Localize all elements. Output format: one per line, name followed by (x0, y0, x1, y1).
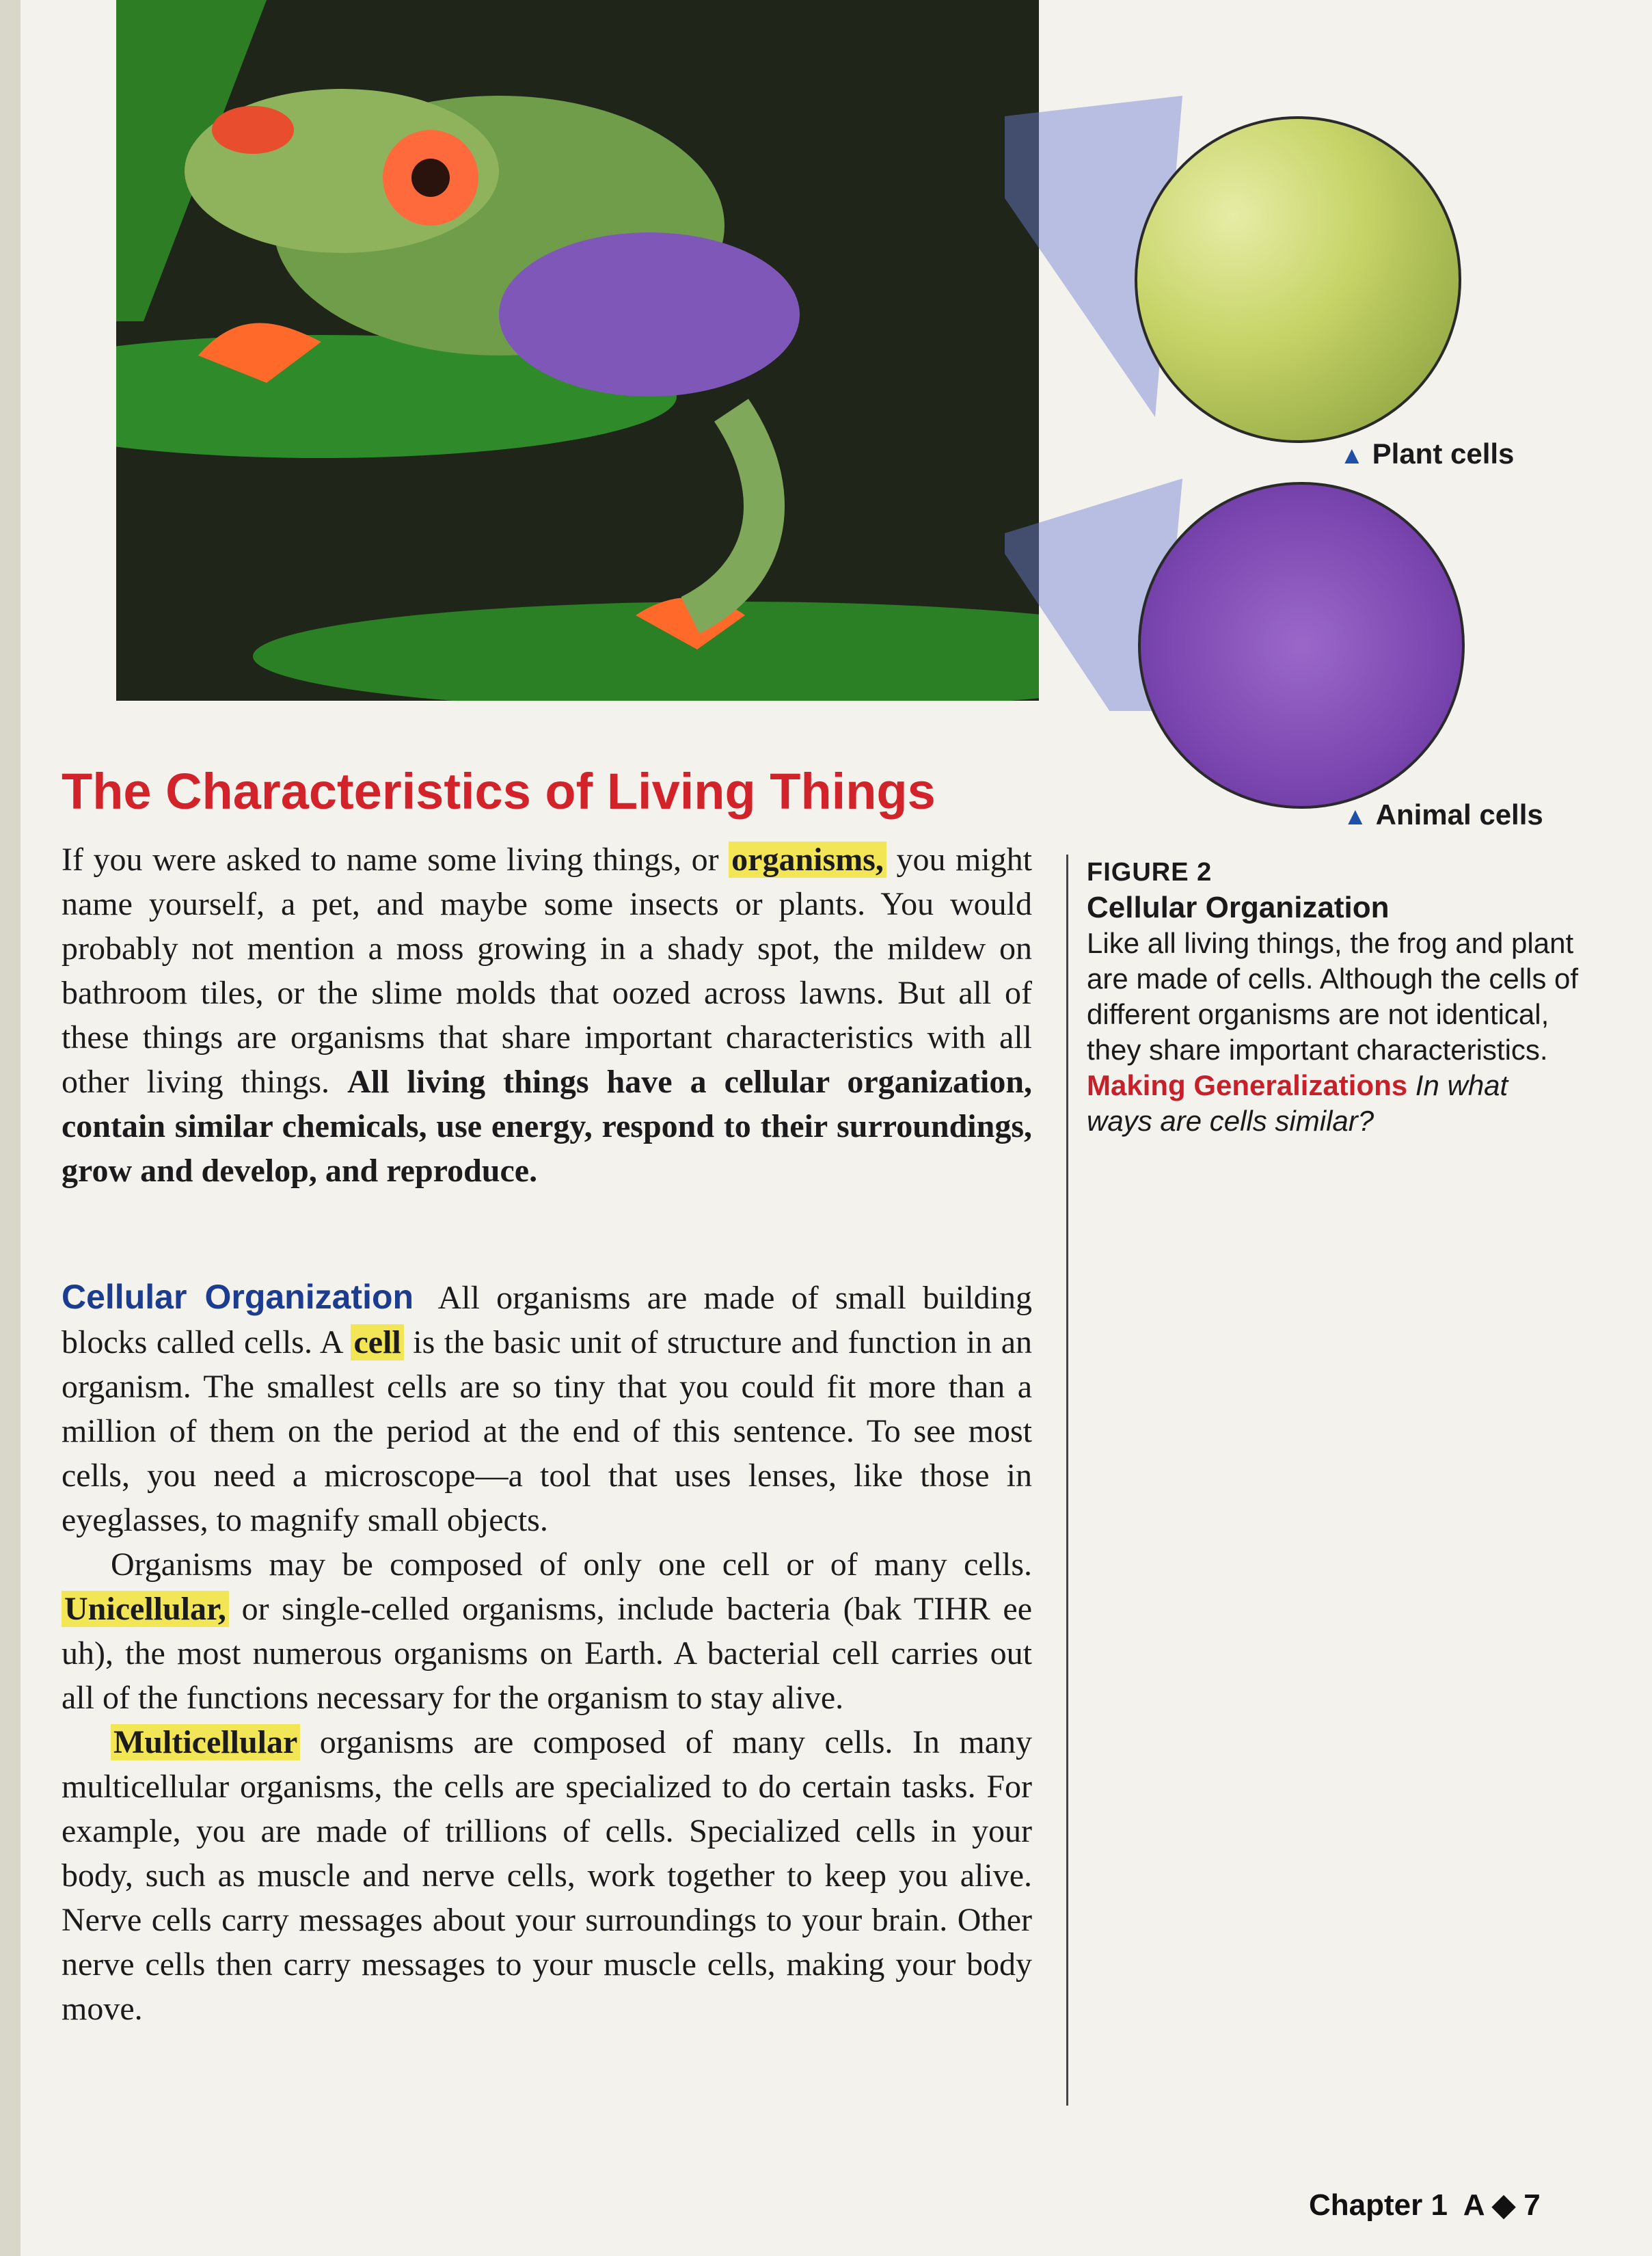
animal-cells-caption: ▲ Animal cells (1343, 798, 1543, 831)
frog-photo (116, 0, 1039, 701)
vocab-term-cell: cell (351, 1324, 403, 1360)
triangle-icon: ▲ (1343, 802, 1368, 830)
plant-cells-image (1135, 116, 1461, 443)
section-title: The Characteristics of Living Things (62, 763, 936, 820)
paragraph-intro: If you were asked to name some living things, or organisms, you might name yourself, a pet, and maybe some insects or plants. You would probably not mention a moss growing in a shady spot, the mildew on bathroom tiles, or the slime molds that oozed across lawns. But all of these things are organisms that share important characteristics with all other living things. All living things have a cellular organization, contain similar chemicals, use energy, respond to their surroundings, grow and develop, and reproduce. (62, 842, 1033, 1189)
figure-question: Making Generalizations In what ways are cells similar? (1087, 1069, 1508, 1137)
figure-text: Like all living things, the frog and plant are made of cells. Although the cells of different organisms are not identical, they share important characteristics. (1087, 927, 1579, 1066)
diamond-icon: ◆ (1492, 2188, 1516, 2222)
figure-caption (1087, 855, 1579, 1139)
paragraph-unicellular: Organisms may be composed of only one cell or of many cells. Unicellular, or single-celled organisms, include bacteria (bak TIHR ee uh), the most numerous organisms on Earth. A bacterial cell carries out all of the functions necessary for the organism to stay alive. (62, 1546, 1032, 1716)
key-concept: All living things have a cellular organization, contain similar chemicals, use energy, respond to their surroundings, grow and develop, and reproduce. (62, 1064, 1033, 1189)
plant-cells-caption: ▲ Plant cells (1340, 438, 1515, 470)
triangle-icon: ▲ (1340, 441, 1364, 469)
vocab-term-organisms: organisms, (729, 842, 886, 878)
subheading-cellular-organization: Cellular Organization (62, 1278, 414, 1316)
textbook-page (21, 0, 1652, 2256)
page-footer: Chapter 1 A ◆ 7 (1309, 2188, 1541, 2222)
vocab-term-multicellular: Multicellular (111, 1724, 300, 1760)
skill-label: Making Generalizations (1087, 1069, 1408, 1101)
vocab-term-unicellular: Unicellular, (62, 1591, 229, 1627)
figure-number: FIGURE 2 (1087, 858, 1213, 887)
paragraph-cellular-organization: Cellular Organization All organisms are made of small building blocks called cells. A cell is the basic unit of structure and function in an organism. The smallest cells are so tiny that you could fit more than a million of them on the period at the end of this sentence. To see most cells, you need a microscope—a tool that uses lenses, like those in eyeglasses, to magnify small objects. Organisms may be composed of only one cell or of many cells. Unicellular, or single-celled organisms, include bacteria (bak TIHR ee uh), the most numerous organisms on Earth. A bacterial cell carries out all of the functions necessary for the organism to stay alive. Multicellular organisms are composed of many cells. In many multicellular organisms, the cells are specialized to do certain tasks. For example, you are made of trillions of cells. Specialized cells in your body, such as muscle and nerve cells, work together to keep you alive. Nerve cells carry messages about your surroundings to your brain. Other nerve cells then carry messages to your muscle cells, making your body move. (62, 1275, 1032, 2031)
column-divider (1066, 855, 1068, 2106)
figure-title: Cellular Organization (1087, 891, 1390, 924)
paragraph-multicellular: Multicellular organisms are composed of many cells. In many multicellular organisms, the cells are specialized to do certain tasks. For example, you are made of trillions of cells. Specialized cells in your body, such as muscle and nerve cells, work together to keep you alive. Nerve cells carry messages about your surroundings to your brain. Other nerve cells then carry messages to your muscle cells, making your body move. (62, 1724, 1032, 2027)
animal-cells-image (1138, 482, 1465, 809)
page-number: 7 (1524, 2188, 1541, 2222)
